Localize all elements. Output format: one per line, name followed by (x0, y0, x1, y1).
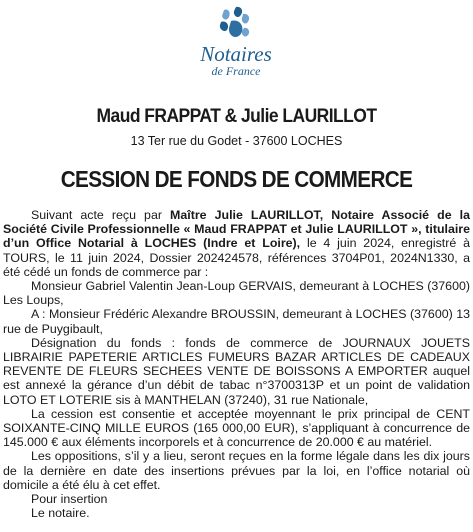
paragraph-seller: Monsieur Gabriel Valentin Jean-Loup GERVAIS, demeurant à LOCHES (37600) Les Loups, (3, 279, 470, 308)
paragraph-insertion: Pour insertion (31, 492, 108, 507)
paragraph-signature: Le notaire. (31, 506, 90, 521)
paragraph-buyer: A : Monsieur Frédéric Alexandre BROUSSIN, demeurant à LOCHES (37600) 13 rue de Puygibault, (3, 307, 470, 336)
notaires-emblem-icon (216, 4, 256, 44)
office-address: 13 Ter rue du Godet - 37600 LOCHES (130, 134, 343, 148)
paragraph-price: La cession est consentie et acceptée moyennant le prix principal de CENT SOIXANTE-CINQ MILLE EUROS (165 000,00 EUR), s’appliquant à concurrence de 145.000 € aux éléments incorporels et à concurrence de 20.000 € au matériel. (3, 406, 470, 450)
paragraph-oppositions: Les oppositions, s’il y a lieu, seront reçues en la forme légale dans les dix jours de la dernière en date des insertions prévues par la loi, en l’office notarial où domicile a été élu à cet effet. (3, 449, 470, 492)
notaires-de-france-logo (178, 4, 294, 84)
paragraph-deed: Suivant acte reçu par Maître Julie LAURILLOT, Notaire Associé de la Société Civile Professionnelle « Maud FRAPPAT et Julie LAURILLOT », titulaire d’un Office Notarial à LOCHES (Indre et Loire), le 4 juin 2024, enregistré à TOURS, le 11 juin 2024, Dossier 202424578, références 3704P01, 2024N1330, a été cédé un fonds de commerce par : (3, 208, 471, 279)
notary-office-bold: Maître Julie LAURILLOT, Notaire Associé de la Société Civile Professionnelle « Maud FRAPPAT et Julie LAURILLOT », titulaire d’un Office Notarial à LOCHES (Indre et Loire), (3, 208, 471, 251)
notice-title: CESSION DE FONDS DE COMMERCE (60, 166, 413, 192)
office-name: Maud FRAPPAT & Julie LAURILLOT (96, 106, 377, 127)
paragraph-designation: Désignation du fonds : fonds de commerce de JOURNAUX JOUETS LIBRAIRIE PAPETERIE ARTICLES FUMEURS BAZAR ARTICLES DE CADEAUX REVENTE DE FLEURS SECHEES VENTE DE BOISSONS A EMPORTER auquel est annexé la gérance d’un débit de tabac n°3700313P et un point de validation LOTO ET LOTERIE sis à MANTHELAN (37240), 31 rue Nationale, (3, 335, 470, 407)
logo-subtitle-text: de France (211, 64, 261, 78)
logo-brand-text: Notaires (200, 42, 272, 66)
notice-body (3, 208, 470, 520)
